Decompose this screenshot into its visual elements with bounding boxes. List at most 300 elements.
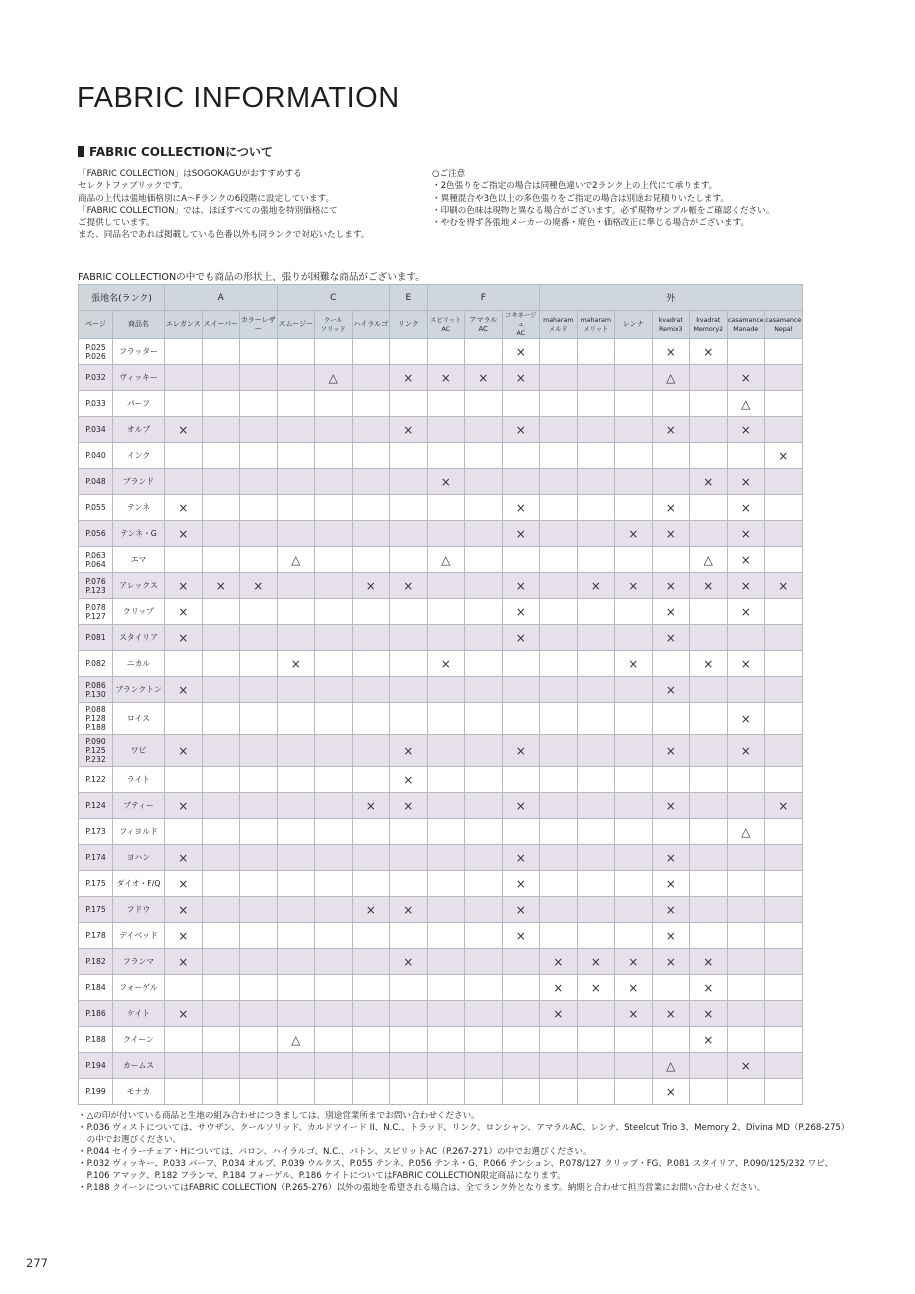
mark-cell [352, 923, 390, 949]
table-row [79, 573, 803, 599]
mark-cell: × [652, 495, 690, 521]
mark-cell [240, 651, 278, 677]
mark-cell [615, 469, 653, 495]
mark-cell [427, 923, 465, 949]
mark-cell [765, 547, 803, 573]
fabric-column-header: コキネージュ AC [502, 311, 540, 339]
mark-cell [615, 339, 653, 365]
page-cell: P.182 [79, 949, 113, 975]
mark-cell: × [727, 547, 765, 573]
mark-cell [315, 495, 353, 521]
note-line: ・2色張りをご指定の場合は同種色違いで2ランク上の上代にて承ります。 [432, 181, 718, 192]
mark-cell [502, 651, 540, 677]
product-name-cell: ワビ [113, 735, 165, 767]
mark-cell [540, 923, 578, 949]
mark-cell: × [540, 949, 578, 975]
mark-cell [577, 1053, 615, 1079]
mark-cell: △ [652, 365, 690, 391]
mark-cell [540, 625, 578, 651]
intro-line: セレクトファブリックです。 [78, 181, 188, 192]
mark-cell: × [165, 599, 203, 625]
mark-cell: × [652, 677, 690, 703]
product-name-cell: ブランクトン [113, 677, 165, 703]
mark-cell [690, 625, 728, 651]
mark-cell: × [165, 495, 203, 521]
fabric-column-header: casamance Manade [727, 311, 765, 339]
mark-cell [277, 845, 315, 871]
product-name-cell: フィヨルド [113, 819, 165, 845]
mark-cell: × [502, 923, 540, 949]
mark-cell [427, 339, 465, 365]
mark-cell [202, 793, 240, 819]
mark-cell [390, 1027, 428, 1053]
mark-cell [202, 625, 240, 651]
fabric-column-header: kvadrat Memory2 [690, 311, 728, 339]
mark-cell [165, 767, 203, 793]
mark-cell [540, 391, 578, 417]
mark-cell [727, 793, 765, 819]
mark-cell [765, 469, 803, 495]
rank-group-header: C [277, 285, 390, 311]
mark-cell [765, 417, 803, 443]
mark-cell: × [577, 975, 615, 1001]
mark-cell [577, 547, 615, 573]
mark-cell [502, 703, 540, 735]
product-name-cell: テンネ・G [113, 521, 165, 547]
mark-cell [577, 521, 615, 547]
mark-cell [240, 521, 278, 547]
mark-cell [240, 1027, 278, 1053]
mark-cell [615, 1079, 653, 1105]
mark-cell [202, 1053, 240, 1079]
mark-cell [315, 1053, 353, 1079]
mark-cell [727, 1001, 765, 1027]
mark-cell [690, 897, 728, 923]
mark-cell [240, 1053, 278, 1079]
mark-cell [652, 703, 690, 735]
mark-cell [427, 871, 465, 897]
mark-cell: × [165, 417, 203, 443]
fabric-column-header: エレガンス [165, 311, 203, 339]
mark-cell: × [652, 1001, 690, 1027]
product-name-cell: ヨハン [113, 845, 165, 871]
page-cell: P.174 [79, 845, 113, 871]
mark-cell [315, 651, 353, 677]
mark-cell: × [727, 469, 765, 495]
mark-cell [202, 365, 240, 391]
mark-cell [577, 365, 615, 391]
mark-cell [240, 469, 278, 495]
mark-cell [315, 547, 353, 573]
mark-cell: △ [277, 547, 315, 573]
mark-cell [727, 339, 765, 365]
mark-cell [465, 819, 503, 845]
mark-cell: × [727, 703, 765, 735]
mark-cell: × [427, 365, 465, 391]
mark-cell [315, 443, 353, 469]
page-number: 277 [26, 1256, 48, 1270]
mark-cell [540, 819, 578, 845]
mark-cell [765, 923, 803, 949]
mark-cell [577, 767, 615, 793]
mark-cell [690, 703, 728, 735]
intro-text [78, 168, 369, 242]
mark-cell [615, 767, 653, 793]
mark-cell [465, 897, 503, 923]
mark-cell [352, 547, 390, 573]
fabric-column-header: スムージー [277, 311, 315, 339]
mark-cell [765, 949, 803, 975]
mark-cell [240, 339, 278, 365]
mark-cell [352, 1053, 390, 1079]
page-cell: P.063 P.064 [79, 547, 113, 573]
page-cell: P.184 [79, 975, 113, 1001]
mark-cell [277, 767, 315, 793]
mark-cell [502, 391, 540, 417]
table-row [79, 793, 803, 819]
mark-cell: △ [727, 819, 765, 845]
mark-cell [352, 1027, 390, 1053]
mark-cell [390, 469, 428, 495]
mark-cell [315, 573, 353, 599]
product-name-cell: ロイス [113, 703, 165, 735]
mark-cell [315, 735, 353, 767]
mark-cell [465, 391, 503, 417]
mark-cell [690, 793, 728, 819]
footnotes [78, 1110, 849, 1194]
mark-cell: × [765, 793, 803, 819]
mark-cell [277, 735, 315, 767]
mark-cell [577, 469, 615, 495]
mark-cell [690, 871, 728, 897]
mark-cell [427, 1053, 465, 1079]
intro-line: 「FABRIC COLLECTION」では、ほぼすべての張地を特別価格にて [78, 205, 338, 216]
mark-cell [352, 1079, 390, 1105]
mark-cell: × [465, 365, 503, 391]
mark-cell: × [540, 975, 578, 1001]
mark-cell: × [502, 845, 540, 871]
fabric-column-header: リンク [390, 311, 428, 339]
mark-cell: × [502, 365, 540, 391]
mark-cell [352, 599, 390, 625]
page-cell: P.194 [79, 1053, 113, 1079]
mark-cell [577, 1027, 615, 1053]
mark-cell: × [352, 897, 390, 923]
mark-cell [540, 547, 578, 573]
table-row [79, 949, 803, 975]
mark-cell: △ [727, 391, 765, 417]
mark-cell [765, 1001, 803, 1027]
mark-cell [165, 1027, 203, 1053]
mark-cell [765, 391, 803, 417]
table-row [79, 469, 803, 495]
mark-cell [765, 871, 803, 897]
mark-cell: △ [277, 1027, 315, 1053]
mark-cell: × [165, 677, 203, 703]
footnote-line: ・P.036 ヴィストについては、サウザン、クールソリッド、カルドツイード II、N.C.、トラッド、リンク、ロンシャン、アマラルAC、レンナ、Steelcut Trio 3、Memory 2、Divina MD（P.268-275） [78, 1123, 850, 1133]
header-rank-row [79, 285, 803, 311]
mark-cell [352, 443, 390, 469]
mark-cell: × [652, 845, 690, 871]
mark-cell [540, 793, 578, 819]
mark-cell [652, 975, 690, 1001]
intro-line: ご提供しています。 [78, 218, 155, 229]
mark-cell [765, 521, 803, 547]
mark-cell [427, 495, 465, 521]
mark-cell [765, 1027, 803, 1053]
fabric-column-header: kvadrat Remix3 [652, 311, 690, 339]
page-cell: P.090 P.125 P.232 [79, 735, 113, 767]
mark-cell [540, 417, 578, 443]
mark-cell: × [165, 949, 203, 975]
mark-cell: △ [427, 547, 465, 573]
mark-cell [315, 975, 353, 1001]
mark-cell: × [690, 469, 728, 495]
mark-cell [277, 793, 315, 819]
mark-cell [465, 573, 503, 599]
mark-cell [690, 1079, 728, 1105]
table-row [79, 521, 803, 547]
mark-cell [277, 573, 315, 599]
mark-cell [577, 599, 615, 625]
product-name-cell: ブランド [113, 469, 165, 495]
page-cell: P.086 P.130 [79, 677, 113, 703]
mark-cell: × [727, 495, 765, 521]
mark-cell: × [652, 793, 690, 819]
mark-cell [427, 599, 465, 625]
mark-cell: × [502, 793, 540, 819]
table-row [79, 547, 803, 573]
mark-cell: × [690, 975, 728, 1001]
mark-cell [615, 547, 653, 573]
mark-cell [240, 735, 278, 767]
table-row [79, 417, 803, 443]
page-cell: P.078 P.127 [79, 599, 113, 625]
mark-cell [690, 521, 728, 547]
mark-cell [315, 1027, 353, 1053]
mark-cell [577, 625, 615, 651]
mark-cell [277, 521, 315, 547]
mark-cell [615, 897, 653, 923]
mark-cell: × [165, 793, 203, 819]
mark-cell [390, 1053, 428, 1079]
mark-cell: × [615, 1001, 653, 1027]
mark-cell [315, 469, 353, 495]
mark-cell [427, 845, 465, 871]
product-name-cell: デイベッド [113, 923, 165, 949]
mark-cell [577, 897, 615, 923]
mark-cell: × [652, 339, 690, 365]
mark-cell [577, 1079, 615, 1105]
mark-cell [277, 975, 315, 1001]
mark-cell [690, 819, 728, 845]
mark-cell [240, 923, 278, 949]
table-row [79, 845, 803, 871]
footnote-line: ・P.032 ヴィッキー、P.033 パーフ、P.034 オルブ、P.039 ウルクス、P.055 テンネ、P.056 テンネ・G、P.066 テンション、P.078/127 クリップ・FG、P.081 スタイリア、P.090/125/232 ワビ、 [78, 1159, 834, 1169]
page-cell: P.025 P.026 [79, 339, 113, 365]
mark-cell [202, 547, 240, 573]
mark-cell [765, 1079, 803, 1105]
mark-cell [202, 391, 240, 417]
mark-cell [652, 547, 690, 573]
mark-cell [540, 897, 578, 923]
page-cell: P.040 [79, 443, 113, 469]
mark-cell [240, 547, 278, 573]
mark-cell: × [652, 573, 690, 599]
mark-cell [165, 547, 203, 573]
table-row [79, 1001, 803, 1027]
mark-cell [427, 975, 465, 1001]
mark-cell [315, 417, 353, 443]
footnote-line: ・P.188 クイーンについてはFABRIC COLLECTION（P.265-276）以外の張地を希望される場合は、全てランク外となります。納期と合わせて担当営業にお問い合わせください。 [78, 1183, 766, 1193]
mark-cell [540, 365, 578, 391]
table-row [79, 1053, 803, 1079]
mark-cell [277, 949, 315, 975]
mark-cell [277, 469, 315, 495]
mark-cell [315, 793, 353, 819]
mark-cell [352, 819, 390, 845]
mark-cell [352, 677, 390, 703]
mark-cell [577, 871, 615, 897]
mark-cell [390, 1079, 428, 1105]
mark-cell [390, 599, 428, 625]
page-cell: P.081 [79, 625, 113, 651]
product-name-cell: ダイオ・F/Q [113, 871, 165, 897]
table-row [79, 677, 803, 703]
mark-cell: × [502, 625, 540, 651]
mark-cell [427, 897, 465, 923]
fabric-column-header: maharam メリット [577, 311, 615, 339]
mark-cell [277, 819, 315, 845]
mark-cell [352, 871, 390, 897]
mark-cell [765, 677, 803, 703]
table-row [79, 339, 803, 365]
mark-cell [202, 599, 240, 625]
mark-cell: × [727, 599, 765, 625]
mark-cell [465, 547, 503, 573]
mark-cell: × [727, 651, 765, 677]
mark-cell [390, 923, 428, 949]
mark-cell [165, 975, 203, 1001]
mark-cell [727, 949, 765, 975]
table-row [79, 819, 803, 845]
mark-cell [390, 845, 428, 871]
fabric-column-header: ハイラルゴ [352, 311, 390, 339]
mark-cell [427, 573, 465, 599]
mark-cell: × [652, 625, 690, 651]
mark-cell [202, 767, 240, 793]
mark-cell [390, 391, 428, 417]
mark-cell [390, 677, 428, 703]
fabric-column-header: アマラル AC [465, 311, 503, 339]
mark-cell [465, 845, 503, 871]
mark-cell [577, 845, 615, 871]
mark-cell [427, 949, 465, 975]
mark-cell [765, 897, 803, 923]
mark-cell [165, 391, 203, 417]
product-name-cell: ブティー [113, 793, 165, 819]
mark-cell [690, 391, 728, 417]
mark-cell [277, 443, 315, 469]
mark-cell [577, 391, 615, 417]
note-line: ・印刷の色味は現物と異なる場合がございます。必ず現物サンプル帳をご確認ください。 [432, 205, 775, 216]
page-cell: P.186 [79, 1001, 113, 1027]
product-name-cell: ニカル [113, 651, 165, 677]
mark-cell [652, 767, 690, 793]
mark-cell [690, 677, 728, 703]
table-row [79, 735, 803, 767]
mark-cell [540, 1053, 578, 1079]
intro-line: 「FABRIC COLLECTION」はSOGOKAGUがおすすめする [78, 169, 302, 179]
mark-cell [727, 897, 765, 923]
mark-cell: × [652, 923, 690, 949]
mark-cell [465, 1027, 503, 1053]
mark-cell [352, 845, 390, 871]
mark-cell [465, 1079, 503, 1105]
mark-cell [277, 923, 315, 949]
mark-cell: × [352, 793, 390, 819]
mark-cell [652, 1027, 690, 1053]
intro-line: また、同品名であれば掲載している色番以外も同ランクで対応いたします。 [78, 230, 370, 241]
mark-cell [202, 1001, 240, 1027]
table-row [79, 651, 803, 677]
mark-cell [390, 819, 428, 845]
fabric-column-header: レンナ [615, 311, 653, 339]
mark-cell [652, 819, 690, 845]
note-line: ・異種混合や3色以上の多色張りをご指定の場合は別途お見積りいたします。 [432, 193, 729, 204]
mark-cell: × [390, 573, 428, 599]
table-row [79, 703, 803, 735]
mark-cell [690, 767, 728, 793]
mark-cell [315, 339, 353, 365]
mark-cell: × [502, 897, 540, 923]
mark-cell [427, 703, 465, 735]
mark-cell [465, 495, 503, 521]
mark-cell [652, 443, 690, 469]
mark-cell: × [765, 573, 803, 599]
mark-cell [502, 1001, 540, 1027]
mark-cell [315, 625, 353, 651]
mark-cell [577, 651, 615, 677]
mark-cell [765, 845, 803, 871]
mark-cell [352, 521, 390, 547]
mark-cell [577, 793, 615, 819]
mark-cell [240, 365, 278, 391]
product-name-cell: アレックス [113, 573, 165, 599]
mark-cell [427, 1027, 465, 1053]
table-row [79, 897, 803, 923]
mark-cell [465, 1053, 503, 1079]
product-name-cell: フォーゲル [113, 975, 165, 1001]
mark-cell [577, 495, 615, 521]
fabric-column-header: スピリット AC [427, 311, 465, 339]
mark-cell [540, 495, 578, 521]
mark-cell [352, 391, 390, 417]
mark-cell [240, 897, 278, 923]
mark-cell: × [652, 599, 690, 625]
mark-cell [615, 1053, 653, 1079]
mark-cell [390, 339, 428, 365]
page-cell: P.076 P.123 [79, 573, 113, 599]
mark-cell [465, 871, 503, 897]
page-cell: P.048 [79, 469, 113, 495]
mark-cell [390, 703, 428, 735]
mark-cell [615, 923, 653, 949]
mark-cell: × [390, 735, 428, 767]
mark-cell: × [615, 651, 653, 677]
mark-cell: × [690, 573, 728, 599]
page-cell: P.034 [79, 417, 113, 443]
